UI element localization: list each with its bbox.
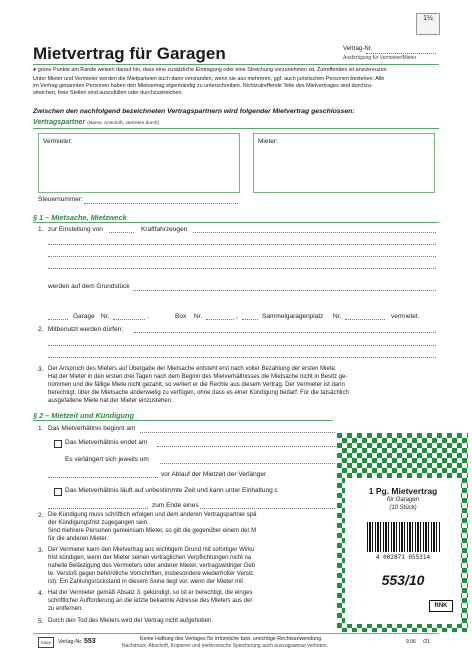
box-nr-field[interactable] [206,319,234,320]
sticker-number: 553/10 [381,572,425,588]
stellplatz-count-field[interactable] [242,319,258,320]
s1-item3-line-2: Hat der Mieter in den ersten drei Tagen nach dem Beginn des Mietverhältnisses die Mietsache nicht in Besitz ge- [48,374,348,380]
s2-item4-num: 4. [38,590,44,597]
option-c-text-2: zum Ende eines [152,502,199,509]
s2-item3-line-4: te. Verstoß gegen behördliche Vorschriften, insbesondere wiederholter Verstc [48,571,254,577]
sticker-panel [345,478,461,624]
option-b-text-2: vor Ablauf der Mietzeit der Verlänger [161,471,267,478]
footer-disclaimer-2: Nachdruck, Abschrift, Kopieren und elektronische Speicherung auch auszugsweise verboten. [122,643,328,649]
grundstueck-label: werden auf dem Grundstück [48,283,130,290]
s2-item3-line-5: ist). Ein Zahlungsrückstand in diesem Sinne liegt vor, wenn der Mieter mit [48,579,244,585]
verlag-nr-value: 553 [84,638,96,645]
mietende-field[interactable] [157,446,335,447]
vertrag-nr-label: Vertrag-Nr. [343,46,373,52]
sticker-sub-2: (10 Stück) [389,505,417,511]
vermietet-label: vermietet. [391,313,420,320]
s1-item3-line-1: Der Anspruch des Mieters auf Übergabe der Mietsache entsteht erst nach voller Bezahlung der ersten Miete. [48,366,337,372]
parties-subheading [33,119,159,126]
s1-rule [33,222,439,223]
kfz-line-3[interactable] [48,256,436,257]
mitbenutzung-line-2[interactable] [48,345,436,346]
s1-item2-text: Mitbenutzt werden dürfen: [48,326,124,333]
mieter-label: Mieter: [258,138,278,145]
sticker-logo: RNK [429,600,453,612]
comma-2: , [236,313,238,320]
s2-item2-num: 2. [38,512,44,519]
stellplatz-label: Sammelgaragenplatz [262,313,324,320]
s2-rule [33,420,333,421]
mitbenutzung-line-1[interactable] [134,332,436,333]
sticker-sub-1: für Garagen [386,497,420,503]
s2-item2-line-3: Sind mehrere Personen gemeinsam Mieter, so gilt die gegenüber einem der M [48,528,257,534]
option-a-checkbox[interactable] [54,440,62,448]
parties-subheading-note: (Name, Anschrift, vertreten durch) [87,121,160,126]
option-a-text: Das Mietverhältnis endet am [65,439,148,446]
kfz-line-1[interactable] [193,232,436,233]
verlaengerung-frist-field[interactable] [48,477,158,478]
barcode [367,522,441,552]
s2-item4-line-2: schriftlicher Aufforderung an die letzte bekannte Adresse des Mieters aus der [48,598,253,604]
sticker-title: 1 Pg. Mietvertrag [368,486,438,496]
header-rule [33,64,439,65]
steuernummer-line[interactable] [84,203,238,204]
intro-line-3: im Vertrag genannten Personen haben den Mietvertrag eigenhändig zu unterschreiben. Nichtzutreffende Teile des Mietvertrages sind durchzu- [33,83,373,89]
s1-item3-num: 3. [38,366,44,373]
intro-line-4: streichen, freie Stellen sind auszufüllen oder durchzustreichen. [33,90,183,96]
s1-item3-line-3: nommen und die fällige Miete nicht gezahlt, so verliert er die Rechte aus diesem Vertrag. Der Vermieter ist dann [48,382,345,388]
publisher-logo: R|N|K [38,637,54,648]
barcode-text: 4 002871 055314 [375,554,431,561]
s2-item5-num: 5. [38,618,44,625]
footer-disclaimer-1: Keine Haftung des Verlages für irrtümliche bzw. unrichtige Rechtsanwendung. [140,636,323,642]
mietbeginn-field[interactable] [140,432,335,433]
garage-nr-label: Nr. [101,313,110,320]
kuendigungsfrist-field[interactable] [48,508,148,509]
s2-item3-line-2: frist kündigen, wenn der Mieter seinen vertraglichen Verpflichtungen nicht na [48,555,252,561]
s1-item3-line-5: ausgefallene Miete hat der Mieter einzustehen. [48,398,173,404]
footer-rule [33,633,439,634]
mitbenutzung-line-3[interactable] [48,357,436,358]
vermieter-box[interactable] [38,133,240,193]
s1-item2-num: 2. [38,326,44,333]
s2-item2-line-4: für die anderen Mieter. [48,536,109,542]
garage-count-field[interactable] [48,319,68,320]
verlag-nr [58,638,96,645]
option-c-checkbox[interactable] [54,488,62,496]
parties-rule [33,128,439,129]
box-nr-label: Nr. [194,313,203,320]
ausfertigung-label: Ausfertigung für Vermieter/Mieter [343,55,417,61]
kfz-line-4[interactable] [48,268,436,269]
s2-item4-line-1: Hat der Vermieter gemäß Absatz 3. gekündigt, so ist er berechtigt, die einges [48,590,253,596]
s2-heading: § 2 – Mietzeit und Kündigung [33,411,134,420]
s2-item4-line-3: zu entfernen. [48,606,84,612]
s1-item3-line-4: berechtigt, über die Mietsache anderweitig zu verfügen, ohne dass es einer Kündigung bedarf. Für die tatsächlich [48,390,349,396]
s1-item1-text: zur Einstellung von [48,226,103,233]
s1-item1-suffix: Kraftfahrzeugen [141,226,188,233]
garage-nr-field[interactable] [113,319,145,320]
comma-1: , [147,313,149,320]
zeitraum-field[interactable] [200,508,335,509]
parties-subheading-text: Vertragspartner [33,119,86,126]
kfz-count-field[interactable] [109,232,134,233]
steuernummer-label: Steuernummer: [38,196,83,203]
option-b-text: Es verlängert sich jeweils um [65,456,149,463]
s2-item3-line-3: nahelle Belästigung des Vermieters oder anderer Mieter, vertragswidriger Geb [48,563,256,569]
s2-item3-num: 3. [38,547,44,554]
intro-line-2: Unter Mieter und Vermieter werden die Mietparteien auch dann verstanden, wenn sie aus mehreren, ggf. auch juristischen Personen bestehen. Alle [33,76,385,82]
vermieter-label: Vermieter: [43,138,73,145]
kfz-line-2[interactable] [48,244,436,245]
s2-item2-line-1: Die Kündigung muss schriftlich erfolgen und dem anderen Vertragspartner spä [48,512,257,518]
s2-item1-num: 1. [38,425,44,432]
option-c-text: Das Mietverhältnis läuft auf unbestimmte Zeit und kann unter Einhaltung c [65,487,278,494]
grundstueck-field[interactable] [133,290,436,291]
s1-heading: § 1 – Mietsache, Mietzweck [33,213,127,222]
stellplatz-nr-label: Nr. [333,313,342,320]
s1-item1-num: 1. [38,226,44,233]
corner-badge [416,13,440,35]
vertrag-nr-line[interactable] [366,53,436,54]
corner-badge-text: 1½ [423,15,433,22]
stellplatz-nr-field[interactable] [345,319,385,320]
s2-item3-line-1: Der Vermieter kann den Mietvertrag aus wichtigem Grund mit sofortiger Wirku [48,547,255,553]
s2-item5-text: Durch den Tod des Mieters wird der Vertrag nicht aufgehoben. [48,618,213,624]
footer-date: 9.06 [406,639,416,645]
verlaengerung-field[interactable] [160,463,335,464]
page-title: Mietvertrag für Garagen [33,44,226,63]
verlag-nr-label: Verlag-Nr. [58,639,83,645]
s2-item2-line-2: der Kündigungsfrist zugegangen sein. [48,520,149,526]
s2-item1-text: Das Mietverhältnis beginnt am [48,425,136,432]
intro-line-1: ● grüne Punkte am Rande weisen darauf hin, dass eine zusätzliche Eintragung oder eine Streichung vorzunehmen ist. Zutreffendes ist anzukreuzen. [33,67,388,73]
parties-heading: Zwischen den nachfolgend bezeichneten Vertragspartnern wird folgender Mietvertrag geschlossen: [33,108,355,115]
mieter-box[interactable] [253,133,435,193]
footer-code: /21 [423,639,430,645]
box-label: Box [175,313,187,320]
garage-label: Garage [73,313,95,320]
product-sticker [337,433,468,632]
